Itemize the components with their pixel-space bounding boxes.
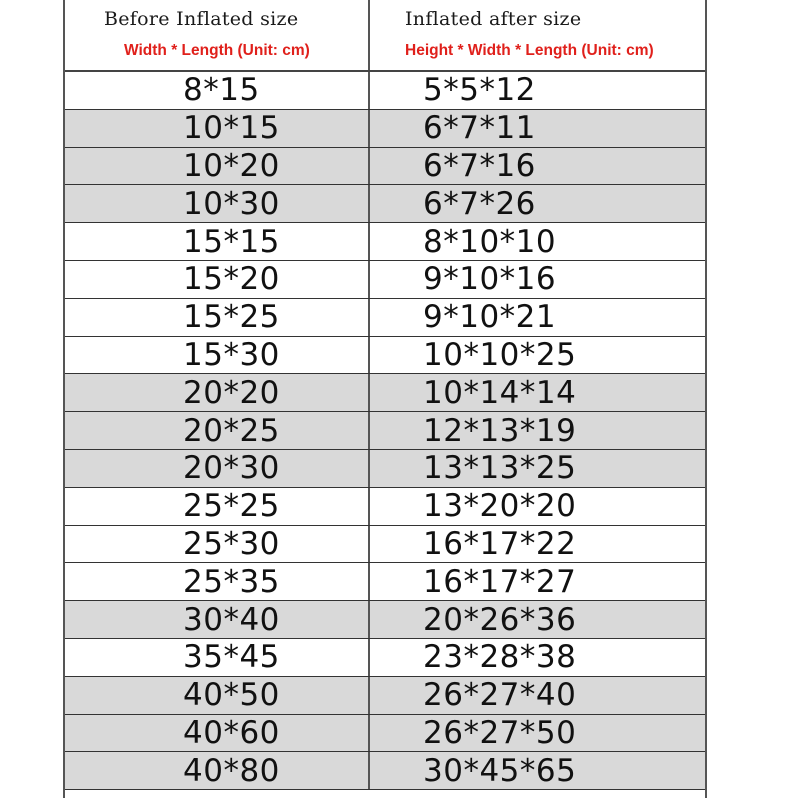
after-size-cell: 6*7*26 bbox=[423, 185, 536, 222]
table-row bbox=[65, 563, 705, 601]
after-size-cell: 6*7*16 bbox=[423, 147, 536, 184]
after-size-cell: 9*10*16 bbox=[423, 261, 557, 298]
before-size-cell: 25*35 bbox=[65, 563, 370, 600]
after-size-cell: 13*20*20 bbox=[423, 488, 577, 525]
after-size-cell: 23*28*38 bbox=[423, 639, 577, 676]
table-row bbox=[65, 72, 705, 110]
table-row bbox=[65, 450, 705, 488]
after-size-cell: 16*17*22 bbox=[423, 525, 577, 562]
table-row bbox=[65, 526, 705, 564]
before-size-cell: 20*25 bbox=[65, 412, 370, 449]
before-size-cell: 8*15 bbox=[65, 72, 370, 109]
header-before-inflated bbox=[65, 0, 370, 70]
before-size-cell: 15*20 bbox=[65, 261, 370, 298]
before-size-cell: 15*25 bbox=[65, 299, 370, 336]
table-row bbox=[65, 299, 705, 337]
size-table bbox=[63, 0, 707, 798]
before-size-cell: 15*15 bbox=[65, 223, 370, 260]
before-size-cell: 10*15 bbox=[65, 110, 370, 147]
table-row bbox=[65, 677, 705, 715]
after-size-cell: 6*7*11 bbox=[423, 110, 536, 147]
table-row bbox=[65, 715, 705, 753]
before-size-cell: 10*20 bbox=[65, 148, 370, 185]
header-after-subtitle: Height * Width * Length (Unit: cm) bbox=[405, 42, 654, 59]
before-size-cell: 20*20 bbox=[65, 374, 370, 411]
table-row bbox=[65, 488, 705, 526]
before-size-cell: 40*80 bbox=[65, 752, 370, 789]
table-header bbox=[65, 0, 705, 72]
table-body bbox=[65, 72, 705, 790]
table-row bbox=[65, 639, 705, 677]
before-size-cell: 25*30 bbox=[65, 526, 370, 563]
table-row bbox=[65, 337, 705, 375]
header-before-subtitle: Width * Length (Unit: cm) bbox=[124, 42, 310, 59]
after-size-cell: 20*26*36 bbox=[423, 601, 577, 638]
table-row bbox=[65, 110, 705, 148]
table-row bbox=[65, 601, 705, 639]
after-size-cell: 13*13*25 bbox=[423, 450, 577, 487]
table-row bbox=[65, 261, 705, 299]
after-size-cell: 26*27*40 bbox=[423, 677, 577, 714]
header-before-title: Before Inflated size bbox=[104, 8, 299, 30]
after-size-cell: 10*14*14 bbox=[423, 374, 577, 411]
table-row bbox=[65, 412, 705, 450]
before-size-cell: 35*45 bbox=[65, 639, 370, 676]
table-row bbox=[65, 185, 705, 223]
after-size-cell: 9*10*21 bbox=[423, 299, 557, 336]
after-size-cell: 12*13*19 bbox=[423, 412, 577, 449]
after-size-cell: 16*17*27 bbox=[423, 563, 577, 600]
table-row bbox=[65, 148, 705, 186]
before-size-cell: 15*30 bbox=[65, 337, 370, 374]
after-size-cell: 5*5*12 bbox=[423, 72, 536, 109]
table-row bbox=[65, 223, 705, 261]
header-after-inflated bbox=[370, 0, 705, 70]
table-row bbox=[65, 374, 705, 412]
table-row bbox=[65, 752, 705, 790]
before-size-cell: 40*50 bbox=[65, 677, 370, 714]
header-after-title: Inflated after size bbox=[405, 8, 582, 30]
before-size-cell: 40*60 bbox=[65, 715, 370, 752]
before-size-cell: 25*25 bbox=[65, 488, 370, 525]
before-size-cell: 30*40 bbox=[65, 601, 370, 638]
after-size-cell: 10*10*25 bbox=[423, 336, 577, 373]
before-size-cell: 20*30 bbox=[65, 450, 370, 487]
after-size-cell: 30*45*65 bbox=[423, 752, 577, 789]
before-size-cell: 10*30 bbox=[65, 185, 370, 222]
after-size-cell: 26*27*50 bbox=[423, 714, 577, 751]
after-size-cell: 8*10*10 bbox=[423, 223, 557, 260]
